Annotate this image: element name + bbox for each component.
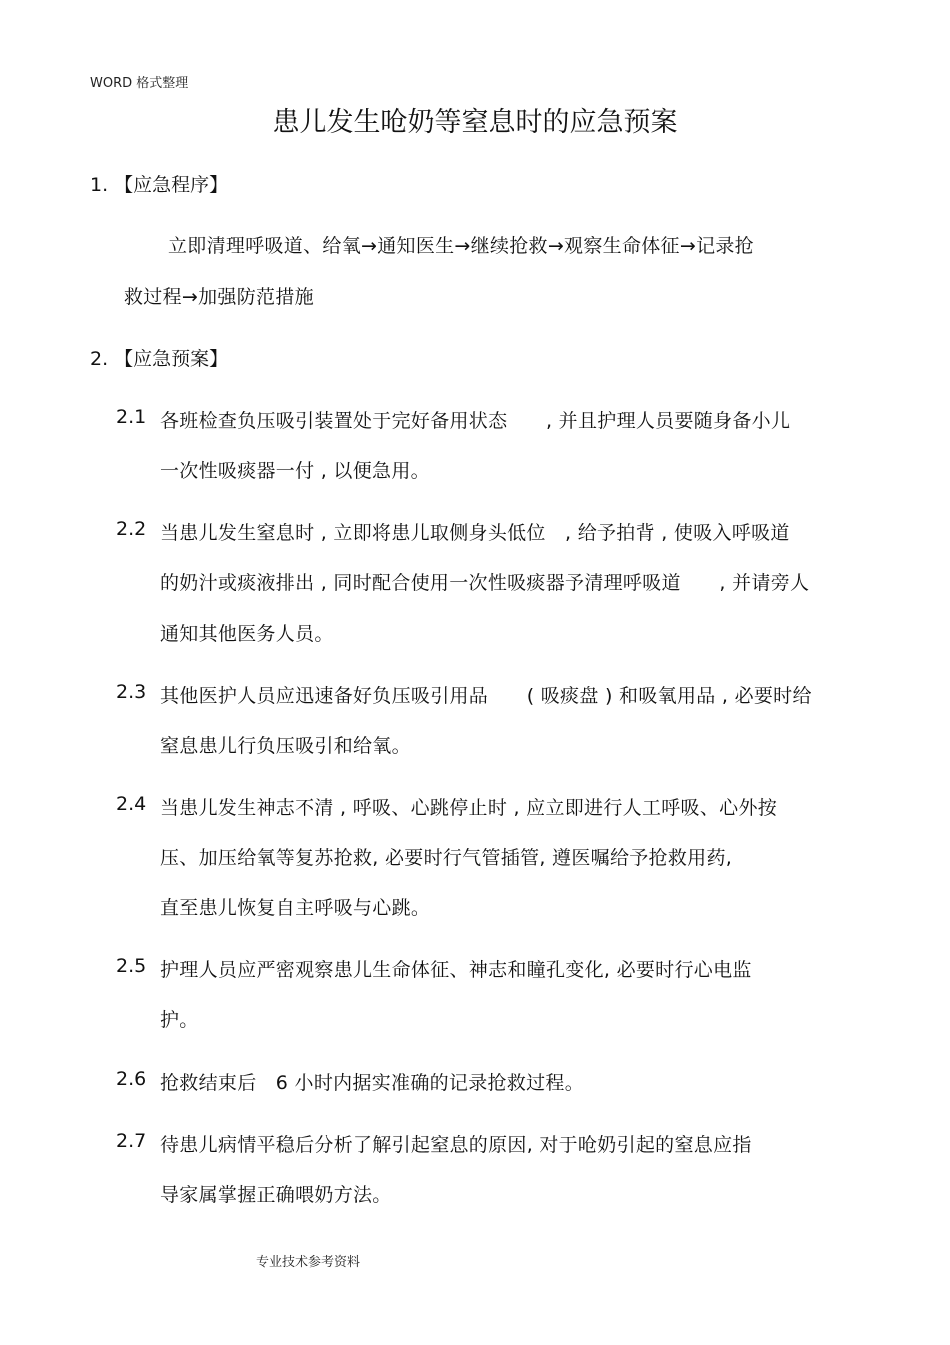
item-number: 2.2 [116, 518, 147, 540]
item-number: 2.6 [116, 1068, 147, 1090]
section-2-heading: 2. 【应急预案】 [90, 348, 229, 370]
section-1-line: 立即清理呼吸道、给氧→通知医生→继续抢救→观察生命体征→记录抢 [168, 235, 754, 257]
document-title: 患儿发生呛奶等窒息时的应急预案 [272, 107, 678, 138]
item-line: 一次性吸痰器一付 , 以便急用。 [160, 460, 430, 482]
item-line: 当患儿发生窒息时 , 立即将患儿取侧身头低位 , 给予拍背 , 使吸入呼吸道 [160, 522, 790, 544]
item-line: 直至患儿恢复自主呼吸与心跳。 [160, 897, 431, 919]
item-line: 护理人员应严密观察患儿生命体征、神志和瞳孔变化, 必要时行心电监 [160, 959, 752, 981]
item-line: 待患儿病情平稳后分析了解引起窒息的原因, 对于呛奶引起的窒息应指 [160, 1134, 752, 1156]
section-1-heading: 1. 【应急程序】 [90, 174, 229, 196]
item-line: 压、加压给氧等复苏抢救, 必要时行气管插管, 遵医嘱给予抢救用药, [160, 847, 733, 869]
item-line: 抢救结束后 6 小时内据实准确的记录抢救过程。 [160, 1072, 585, 1094]
section-1-line: 救过程→加强防范措施 [124, 286, 314, 308]
item-line: 窒息患儿行负压吸引和给氧。 [160, 735, 411, 757]
item-number: 2.1 [116, 406, 147, 428]
item-line: 护。 [160, 1009, 199, 1031]
item-line: 其他医护人员应迅速备好负压吸引用品 ( 吸痰盘 ) 和吸氧用品 , 必要时给 [160, 685, 812, 707]
item-line: 的奶汁或痰液排出 , 同时配合使用一次性吸痰器予清理呼吸道 , 并请旁人 [160, 572, 810, 594]
item-number: 2.4 [116, 793, 147, 815]
header-label: WORD 格式整理 [90, 76, 189, 91]
item-line: 通知其他医务人员。 [160, 623, 334, 645]
item-line: 各班检查负压吸引装置处于完好备用状态 , 并且护理人员要随身备小儿 [160, 410, 791, 432]
item-line: 导家属掌握正确喂奶方法。 [160, 1184, 392, 1206]
item-number: 2.7 [116, 1130, 147, 1152]
item-number: 2.3 [116, 681, 147, 703]
footer-note: 专业技术参考资料 [256, 1255, 361, 1270]
item-number: 2.5 [116, 955, 147, 977]
item-line: 当患儿发生神志不清 , 呼吸、心跳停止时 , 应立即进行人工呼吸、心外按 [160, 797, 778, 819]
